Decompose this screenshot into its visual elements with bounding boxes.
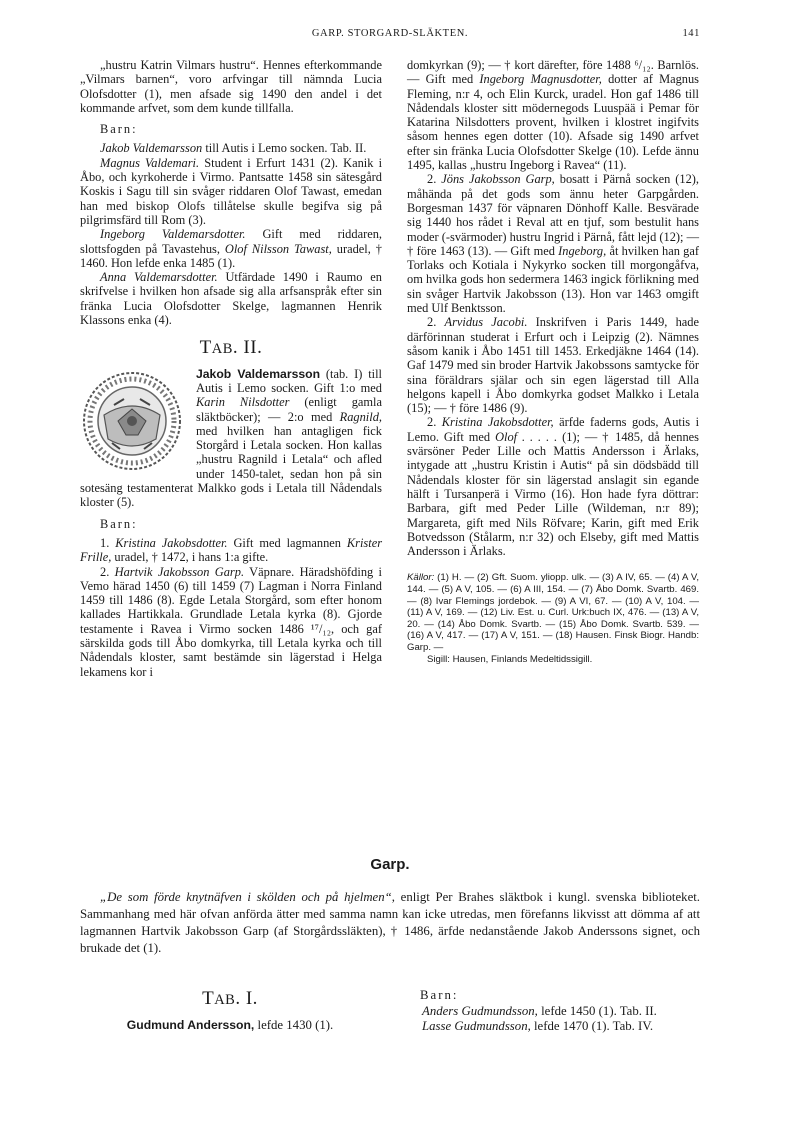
child-entry [80,565,382,679]
person-name: Jakob Valdemarsson [196,366,321,381]
barn-label: Barn: [100,122,138,137]
child-name: Anna Valdemarsdotter. [100,270,218,285]
child-text: uradel, † 1460. Hon lefde enka 1485 (1). [80,241,382,270]
tab-text: (tab. I) till Autis i Lemo socken. Gift 1:o med [196,366,382,395]
child-entry [80,141,382,155]
seal-image [74,369,190,473]
child-entry [407,315,699,415]
spouse-name: Karin Nilsdotter [196,395,290,410]
spouse-name: Krister Frille, [80,535,383,565]
person-text: lefde 1430 (1). [254,1018,334,1032]
page-number: 141 [682,28,700,39]
child-entry [407,415,699,558]
barn-label: Barn: [100,516,138,531]
child-number: 2. [100,564,115,579]
tab-heading-cap: T [202,988,215,1009]
child-number: 1. [100,535,116,550]
spouse-name: Ingeborg, [558,243,607,258]
child-name: Lasse Gudmundsson, [422,1019,531,1033]
child-name: Arvidus Jacobi. [444,315,528,330]
child-entry [420,1004,710,1020]
tab-heading [80,337,382,359]
child-text: lefde 1450 (1). Tab. II. [537,1003,657,1018]
sources-label: Källor: [407,572,435,584]
spouse-name: Olof Nilsson Tawast, [224,241,332,256]
text: domkyrkan (9); — † kort därefter, före 1488 ⁶/₁₂. Barnlös. — Gift med [407,58,699,87]
child-entry [80,270,382,327]
child-text: åt hvilken han gaf Torlaks och Kotiala i Nykyrko socken till morgongåfva, om hvilka gods hon sedermera 1463 ingick förlikning med sin svåger Hartvik Jakobsson (13). Hon var 1463 omgift med Ulf Benktsson. [407,243,699,316]
tab-heading-num: . I. [235,988,258,1009]
tab-one-children [420,988,710,1035]
child-entry [80,156,382,227]
right-column [407,58,699,665]
child-text: (1); — † 1485, då hennes svärsöner Peder Lille och Mattis Andersson i Ärlaks, intygade att „hustru Kristin i Autis“ på sin dödsbädd till Nådendals kloster för sin lägerstad anslagit sin egande hälft i Tursanperä i Virmo (16). Hon hade fyra döttrar: Barbara, gift med Peder Lille (Wildeman, n:r 89); Margareta, gift med Nils Röfvare; Karin, gift med Erik Botvedsson (Stålarm, n:r 32) och Elseby, gift med Mattis Andersson i Ärlaks. [407,429,699,559]
child-text: lefde 1470 (1). Tab. IV. [530,1019,654,1033]
child-entry [80,536,382,565]
child-name: Magnus Valdemari. [100,155,200,170]
child-entry [420,1019,710,1035]
child-text: uradel, † 1472, i hans 1:a gifte. [111,550,269,565]
person-name: Gudmund Andersson, [126,1018,255,1032]
sigill: Sigill: Hausen, Finlands Medeltidssigill. [427,653,593,665]
child-name: Jöns Jakobsson Garp, [441,172,555,187]
tab-text: (enligt gamla släktböcker); — 2:o med [196,395,382,424]
child-entry [407,172,699,315]
barn-label: Barn: [420,988,459,1002]
running-title: GARP. STORGARD-SLÄKTEN. [311,28,469,39]
child-entry [80,227,382,270]
intro-text: , enligt Per Brahes släktbok i kungl. svenska biblioteket. Sammanhang med här ofvan anförda ätter med samma namn kan icke utredas, men förefanns likvisst att dömma af att lagmannen Hartvik Jakobsson Garp (af Storgårdssläkten), † 1486, ärfde nedanstående Jakob Anderssons signet, och brukade det (1). [80,890,701,955]
child-name: Kristina Jakobsdotter, [441,415,554,430]
tab-heading-num: . II. [232,337,263,359]
child-text: Väpnare. Häradshöfding i Vemo härad 1450 (6) till 1459 (7) Lagman i Norra Finland 1459 till 1486 (8). Egde Letala Storgård, som efter honom kallades Hartikkala. Grundlade Letala kyrka (8). Gjorde testamente i Ravea i Virmo socken 1486 ¹⁷/₁₂, och gaf särskilda gods till Åbo domkyrka, till Letala kyrka och till Nådendals kloster, samt bestämde sin lägerstad i Helga lekamens kor i [80,564,382,679]
child-name: Anders Gudmundsson, [422,1003,538,1018]
spouse-name: Ragnild, [339,409,382,424]
running-head [80,28,700,44]
sources [407,572,699,653]
section-intro [80,889,700,957]
child-text: ärfde faderns gods, Autis i Lemo. Gift med [407,415,700,444]
section-title: Garp. [370,856,410,873]
indent [80,890,100,904]
child-text: Utfärdade 1490 i Raumo en skrifvelse i hvilken hon afsade sig alla arfsanspråk efter sin fränka Lucia Olofsdotter Skelge, lagmannen Henrik Klassons enka (4). [80,270,383,328]
child-text: Student i Erfurt 1431 (2). Kanik i Åbo, och kyrkoherde i Virmo. Pantsatte 1458 sin sätesgård Koskis i Sagu till sin svåger riddaren Olof Tawast, emedan han med biskop Olofs tillåtelse skulle begifva sig på pilgrimsfärd till Rom (3). [80,155,383,227]
child-name: Kristina Jakobsdotter. [115,535,228,550]
tab-heading [80,988,380,1010]
spouse-name: Olof . . . . . [495,429,558,444]
tab-text: med hvilken han antagligen fick Storgård i Letala socken. Hon kallas „hustru Ragnild i Letala“ och afled under 1450-talet, sedan hon på sin sotesäng testamenterat Malkko gods i Letala till Nådendals kloster (5). [80,423,382,510]
tab-one [80,988,380,1033]
child-name: Hartvik Jakobsson Garp. [114,564,245,579]
motto: „De som förde knytnäfven i skölden och på hjelmen“ [100,890,392,904]
child-name: Jakob Valdemarsson [100,141,203,156]
tab-person [80,1018,380,1033]
child-text: bosatt i Pärnå socken (12), måhända på det gods som ännu heter Garpgården. Borgesman 1437 för väpnaren Dönhoff Kalle. Besvärade sig 1440 hos rådet i Reval att en tjuf, som bestulit hans moder (-svärmoder) hustru Ingrid i Pärnå, fått lejd (12); — † före 1463 (13). — Gift med [407,172,700,258]
tab-heading-sc: AB [211,341,233,358]
paragraph [407,58,699,172]
tab-heading-cap: T [199,337,212,359]
seal-icon [74,369,190,473]
tab-heading-sc: AB [214,992,236,1008]
child-number: 2. [427,315,445,330]
child-text: Inskrifven i Paris 1449, hade därförinnan studerat i Erfurt och i Leipzig (2). Nämnes såsom kanik i Åbo 1451 till 1453. Erkedjäkne 1464 (14). Gaf 1479 med sin broder Hartvik Jakobssons samtycke för sina föräldrars själar och sin egen lägerstad till Alla helgons kapell i Åbo domkyrka godset Malkko i Letala (15); — † före 1486 (9). [407,315,700,416]
paragraph: „hustru Katrin Vilmars hustru“. Hennes efterkommande „Vilmars barnen“, voro arfvingar till nämnda Lucia Olofsdotter (1), men afsade sig 1490 den andel i det kommande arfvet, som dem kunde tillfalla. [80,58,382,115]
text: dotter af Magnus Fleming, n:r 4, och Elin Kurck, uradel. Hon gaf 1486 till Nådendals kloster sitt mödernegods Luuspää i Pemar för Katarina Nilsdotters provent, hvilken i klostret ingifvits såsom hennes egen dotter (10). Afsade sig 1490 arfvet efter sin fränka Lucia Olofsdotter Skelge (10). Lefde ännu 1495, kallas „hustru Ingeborg i Ravea“ (11). [407,72,699,173]
child-name: Ingeborg Valdemarsdotter. [100,227,246,242]
child-text: till Autis i Lemo socken. Tab. II. [202,141,367,156]
child-number: 2. [427,415,442,430]
sources-text: (1) H. — (2) Gft. Suom. yliopp. ulk. — (3) A IV, 65. — (4) A V, 144. — (5) A V, 105. — (6) A III, 154. — (7) Åbo Domk. Svartb. 469. — (8) Ivar Flemings jordebok. — (9) A VI, 67. — (10) A V, 104. — (11) A V, 169. — (12) Liv. Est. u. Curl. Urk:buch IX, 476. — (13) A V, 20. — (14) Åbo Domk. Svartb. — (15) Åbo Domk. Svartb. 539. — (16) A V, 417. — (17) A V, 151. — (18) Hausen. Finsk Biogr. Handb: Garp. — [407,572,699,653]
child-text: Gift med lagmannen [227,535,347,550]
spouse-name: Ingeborg Magnusdotter, [479,72,602,87]
child-text: Gift med riddaren, slottsfogden på Tavastehus, [80,227,382,256]
left-column [80,58,382,679]
child-number: 2. [427,172,442,187]
